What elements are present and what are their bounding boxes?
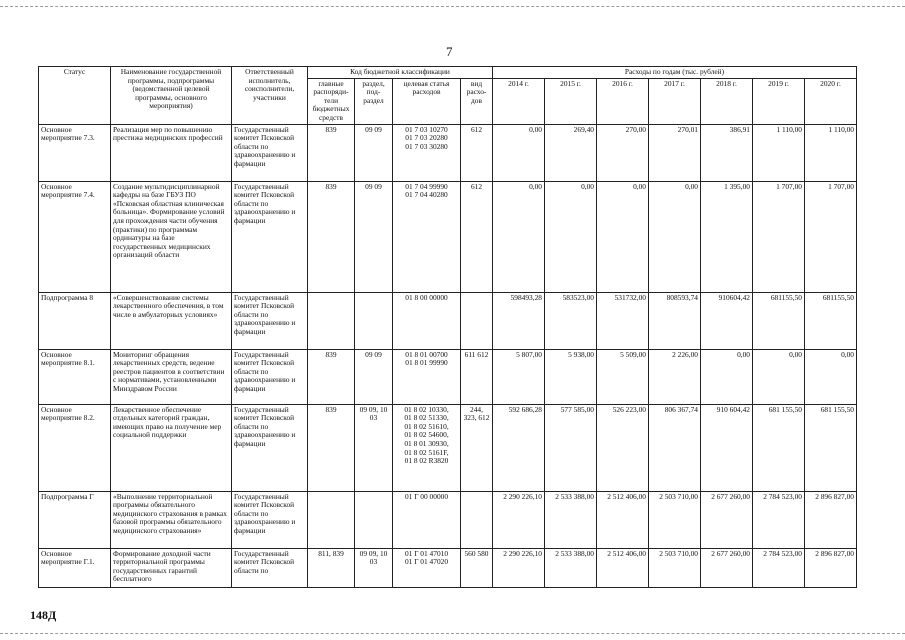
row-responsible: Государственный комитет Псковской области по здравоохранению и фармации [232, 124, 308, 181]
row-section: 09 09 [355, 349, 393, 404]
target-item: 01 8 02 10330, [404, 404, 449, 414]
target-item: 01 7 03 20280 [405, 133, 448, 143]
value-2015: 2 533 388,00 [545, 548, 597, 587]
row-target-items [393, 491, 461, 548]
row-responsible: Государственный комитет Псковской области по здравоохранению и фармации [232, 491, 308, 548]
table-row [39, 349, 857, 404]
header-section: раздел, под-раздел [355, 78, 393, 124]
value-2018: 0,00 [701, 349, 753, 404]
value-2019: 2 784 523,00 [753, 548, 805, 587]
header-year-2015: 2015 г. [545, 78, 597, 124]
header-expense-type: вид расхо-дов [461, 78, 493, 124]
value-2018: 1 395,00 [701, 181, 753, 292]
scan-edge-top [0, 6, 905, 7]
header-year-2019: 2019 г. [753, 78, 805, 124]
value-2020: 1 707,00 [805, 181, 857, 292]
value-2014: 2 290 226,10 [493, 491, 545, 548]
target-item: 01 Г 01 47010 [404, 548, 449, 558]
header-status: Статус [39, 67, 111, 125]
row-responsible: Государственный комитет Псковской области по здравоохранению и фармации [232, 349, 308, 404]
target-item: 01 8 02 54600, [404, 430, 449, 440]
value-2014: 5 807,00 [493, 349, 545, 404]
table-row [39, 181, 857, 292]
value-2019: 2 784 523,00 [753, 491, 805, 548]
value-2017: 2 503 710,00 [649, 548, 701, 587]
target-item: 01 Г 00 00000 [404, 491, 449, 501]
row-expense-type: 611 612 [461, 349, 493, 404]
target-item: 01 7 04 40280 [405, 190, 448, 200]
target-item: 01 8 02 51610, [404, 421, 449, 431]
target-item: 01 8 00 00000 [405, 292, 448, 302]
value-2017: 0,00 [649, 181, 701, 292]
value-2016: 270,00 [597, 124, 649, 181]
value-2020: 2 896 827,00 [805, 548, 857, 587]
row-target-items [393, 548, 461, 587]
target-item: 01 8 01 30930, [404, 438, 449, 448]
value-2020: 681155,50 [805, 292, 857, 349]
value-2016: 5 509,00 [597, 349, 649, 404]
value-2017: 806 367,74 [649, 404, 701, 491]
value-2016: 2 512 406,00 [597, 491, 649, 548]
row-name: Лекарственное обеспечение отдельных категорий граждан, имеющих право на получение мер социальной поддержки [111, 404, 232, 491]
value-2019: 1 110,00 [753, 124, 805, 181]
table-row [39, 491, 857, 548]
row-status: Основное мероприятие 7.4. [39, 181, 111, 292]
row-target-items [393, 404, 461, 491]
row-target-items [393, 349, 461, 404]
row-status: Подпрограмма 8 [39, 292, 111, 349]
row-responsible: Государственный комитет Псковской области по здравоохранению и фармации [232, 404, 308, 491]
row-expense-type: 560 580 [461, 548, 493, 587]
row-grbs: 839 [308, 349, 355, 404]
header-grbs: главные распоряди-тели бюджетных средств [308, 78, 355, 124]
row-name: Реализация мер по повышению престижа медицинских профессий [111, 124, 232, 181]
header-budget-code-group: Код бюджетной классификации [308, 67, 493, 79]
row-responsible: Государственный комитет Псковской области по здравоохранению и фармации [232, 292, 308, 349]
header-row-1 [39, 67, 857, 79]
row-name: «Выполнение территориальной программы обязательного медицинского страхования в рамках базовой программы обязательного медицинского страхования» [111, 491, 232, 548]
target-item: 01 7 04 99990 [405, 181, 448, 191]
target-item: 01 8 01 99990 [405, 358, 448, 368]
value-2014: 0,00 [493, 124, 545, 181]
header-year-2014: 2014 г. [493, 78, 545, 124]
row-status: Основное мероприятие Г.1. [39, 548, 111, 587]
header-expenses-group: Расходы по годам (тыс. рублей) [493, 67, 857, 79]
row-section [355, 491, 393, 548]
value-2019: 1 707,00 [753, 181, 805, 292]
value-2020: 681 155,50 [805, 404, 857, 491]
row-name: «Совершенствование системы лекарственного обеспечения, в том числе в амбулаторных условиях» [111, 292, 232, 349]
row-target-items [393, 292, 461, 349]
target-item: 01 8 02 51330, [404, 413, 449, 423]
value-2014: 2 290 226,10 [493, 548, 545, 587]
footer-document-code: 148Д [30, 608, 57, 622]
header-name: Наименование государственной программы, подпрограммы (ведомственной целевой программы, основного мероприятия) [111, 67, 232, 125]
header-year-2020: 2020 г. [805, 78, 857, 124]
value-2015: 583523,00 [545, 292, 597, 349]
table-row [39, 404, 857, 491]
target-item: 01 Г 01 47020 [404, 557, 449, 567]
value-2014: 592 686,28 [493, 404, 545, 491]
row-expense-type: 612 [461, 181, 493, 292]
row-status: Основное мероприятие 8.1. [39, 349, 111, 404]
header-year-2018: 2018 г. [701, 78, 753, 124]
value-2015: 0,00 [545, 181, 597, 292]
table-row [39, 548, 857, 587]
value-2017: 2 503 710,00 [649, 491, 701, 548]
value-2019: 0,00 [753, 349, 805, 404]
target-item: 01 7 03 10270 [405, 124, 448, 134]
table-row [39, 292, 857, 349]
row-name: Формирование доходной части территориальной программы государственных гарантий бесплатного [111, 548, 232, 587]
row-status: Основное мероприятие 7.3. [39, 124, 111, 181]
value-2018: 2 677 260,00 [701, 491, 753, 548]
row-expense-type: 244, 323, 612 [461, 404, 493, 491]
value-2015: 269,40 [545, 124, 597, 181]
scan-edge-bottom [0, 633, 905, 634]
value-2017: 2 226,00 [649, 349, 701, 404]
value-2015: 2 533 388,00 [545, 491, 597, 548]
row-expense-type [461, 292, 493, 349]
row-grbs: 839 [308, 181, 355, 292]
value-2017: 808593,74 [649, 292, 701, 349]
row-grbs [308, 491, 355, 548]
value-2016: 0,00 [597, 181, 649, 292]
value-2019: 681155,50 [753, 292, 805, 349]
value-2020: 2 896 827,00 [805, 491, 857, 548]
row-grbs [308, 292, 355, 349]
row-target-items [393, 124, 461, 181]
target-item: 01 8 02 R3820 [404, 456, 449, 466]
value-2016: 526 223,00 [597, 404, 649, 491]
header-year-2017: 2017 г. [649, 78, 701, 124]
row-responsible: Государственный комитет Псковской области по [232, 548, 308, 587]
row-status: Подпрограмма Г [39, 491, 111, 548]
value-2016: 531732,00 [597, 292, 649, 349]
value-2020: 1 110,00 [805, 124, 857, 181]
target-item: 01 8 01 00700 [405, 349, 448, 359]
row-section: 09 09, 10 03 [355, 404, 393, 491]
row-section: 09 09 [355, 181, 393, 292]
value-2018: 910 604,42 [701, 404, 753, 491]
target-item: 01 8 02 5161F, [404, 447, 449, 457]
row-grbs: 839 [308, 404, 355, 491]
row-grbs: 811, 839 [308, 548, 355, 587]
target-item: 01 7 03 30280 [405, 141, 448, 151]
row-expense-type [461, 491, 493, 548]
header-year-2016: 2016 г. [597, 78, 649, 124]
value-2018: 386,91 [701, 124, 753, 181]
value-2018: 2 677 260,00 [701, 548, 753, 587]
value-2016: 2 512 406,00 [597, 548, 649, 587]
row-section [355, 292, 393, 349]
value-2014: 0,00 [493, 181, 545, 292]
header-target-item: целевая статья расходов [393, 78, 461, 124]
table-row [39, 124, 857, 181]
value-2015: 577 585,00 [545, 404, 597, 491]
row-responsible: Государственный комитет Псковской области по здравоохранению и фармации [232, 181, 308, 292]
row-section: 09 09, 10 03 [355, 548, 393, 587]
value-2019: 681 155,50 [753, 404, 805, 491]
value-2015: 5 938,00 [545, 349, 597, 404]
header-responsible: Ответственный исполнитель, соисполнители, участники [232, 67, 308, 125]
value-2018: 910604,42 [701, 292, 753, 349]
value-2014: 598493,28 [493, 292, 545, 349]
value-2017: 270,01 [649, 124, 701, 181]
row-expense-type: 612 [461, 124, 493, 181]
page-number: 7 [446, 44, 453, 59]
value-2020: 0,00 [805, 349, 857, 404]
row-name: Мониторинг обращения лекарственных средств, ведение реестров пациентов в соответствии с нормативами, установленными Минздравом России [111, 349, 232, 404]
row-grbs: 839 [308, 124, 355, 181]
program-expenses-table [38, 66, 857, 588]
row-name: Создание мультидисциплинарной кафедры на базе ГБУЗ ПО «Псковская областная клиническая больница». Формирование условий для прохождения части обучения (практики) по программам ординатуры на базе государственных медицинских организаций области [111, 181, 232, 292]
row-section: 09 09 [355, 124, 393, 181]
row-status: Основное мероприятие 8.2. [39, 404, 111, 491]
row-target-items [393, 181, 461, 292]
